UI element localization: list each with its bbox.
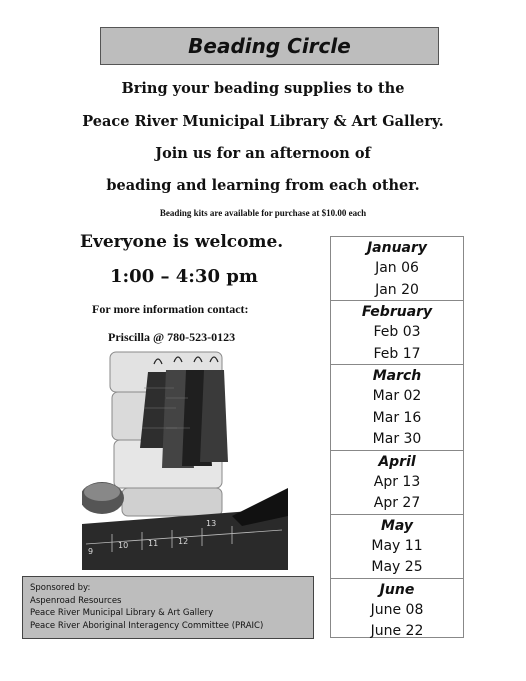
sponsor-item: Aspenroad Resources [30, 595, 122, 606]
month-name: January [366, 240, 428, 256]
session-date: Mar 30 [372, 431, 422, 447]
intro-line-2: Peace River Municipal Library & Art Gallery. [82, 113, 444, 130]
page-title: Beading Circle [188, 34, 351, 58]
session-date: May 25 [371, 559, 423, 575]
session-date: Feb 17 [373, 345, 421, 362]
session-date: Mar 16 [372, 409, 422, 426]
session-date: Jan 06 [375, 260, 419, 276]
sponsor-heading: Sponsored by: [30, 583, 91, 593]
month-name: March [372, 368, 422, 384]
intro-line-4: beading and learning from each other. [106, 177, 420, 194]
kits-note: Beading kits are available for purchase at $10.00 each [159, 208, 367, 218]
session-date: Mar 02 [372, 388, 422, 404]
session-date: Feb 03 [373, 324, 421, 340]
session-date: Apr 27 [373, 495, 421, 511]
contact-label: For more information contact: [92, 302, 249, 316]
month-march [331, 364, 463, 450]
ruler-number: 11 [148, 539, 159, 548]
welcome-text: Everyone is welcome. [80, 232, 284, 252]
intro-line-3: Join us for an afternoon of [155, 145, 371, 162]
month-name: May [380, 517, 414, 534]
month-name: April [378, 453, 416, 470]
ruler-number: 12 [178, 537, 189, 546]
sponsor-item: Peace River Aboriginal Interagency Committee (PRAIC) [30, 620, 264, 631]
session-date: June 22 [370, 623, 424, 639]
schedule-table [330, 236, 464, 638]
title-banner [100, 27, 439, 65]
contact-info: Priscilla @ 780-523-0123 [108, 330, 236, 344]
month-february [331, 300, 463, 364]
ruler-number: 13 [206, 519, 217, 528]
session-date: May 11 [371, 537, 423, 554]
ruler-number: 9 [88, 547, 94, 556]
event-time: 1:00 – 4:30 pm [110, 266, 258, 287]
intro-line-1: Bring your beading supplies to the [121, 80, 405, 97]
month-april [331, 450, 463, 514]
month-name: February [361, 304, 433, 320]
month-june [331, 578, 463, 642]
session-date: June 08 [370, 601, 424, 618]
month-name: June [379, 581, 415, 598]
sponsor-item: Peace River Municipal Library & Art Gallery [30, 608, 214, 618]
session-date: Apr 13 [373, 473, 421, 490]
month-january [331, 237, 463, 300]
beading-supplies-photo [82, 348, 288, 570]
sponsor-box [22, 576, 314, 639]
session-date: Jan 20 [375, 281, 419, 298]
month-may [331, 514, 463, 578]
ruler-number: 10 [118, 541, 129, 550]
